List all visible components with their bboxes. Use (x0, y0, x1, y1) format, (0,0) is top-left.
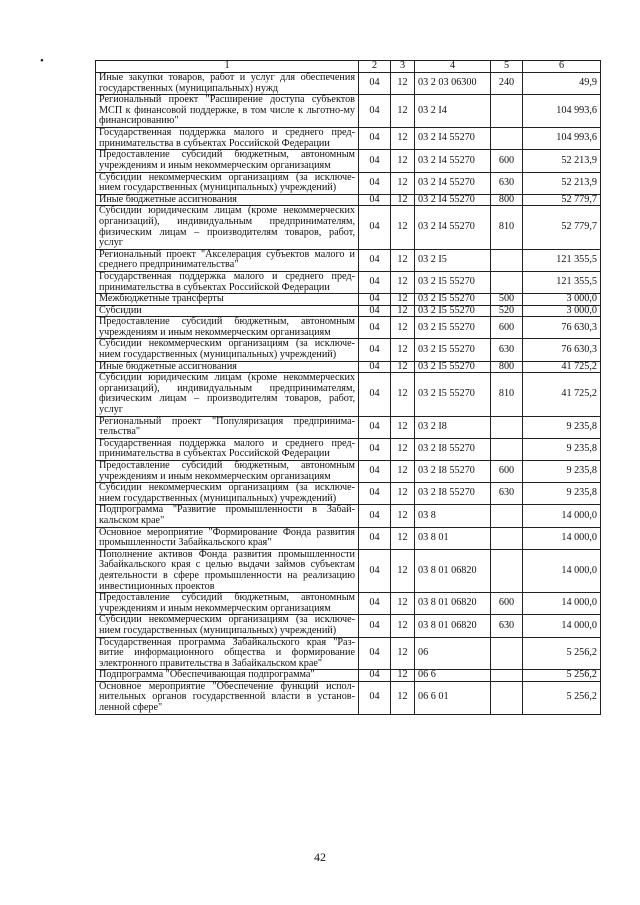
table-row (96, 305, 601, 317)
cell-target-code: 03 2 I5 55270 (415, 361, 491, 373)
cell-expense-type (491, 505, 523, 527)
table-row (96, 681, 601, 714)
cell-name: Подпрограмма "Развитие промышленности в Забай-кальском крае" (96, 505, 359, 527)
cell-expense-type: 600 (491, 150, 523, 172)
cell-target-code: 03 2 I4 55270 (415, 172, 491, 194)
cell-subsection: 12 (391, 95, 415, 128)
cell-amount: 5 256,2 (523, 670, 601, 682)
cell-target-code: 03 8 01 06820 (415, 615, 491, 637)
table-row (96, 637, 601, 670)
cell-section: 04 (359, 294, 391, 306)
cell-target-code: 03 8 01 (415, 527, 491, 549)
cell-subsection: 12 (391, 194, 415, 206)
page-number: 42 (314, 850, 326, 864)
cell-amount: 41 725,2 (523, 373, 601, 416)
cell-name: Межбюджетные трансферты (96, 294, 359, 306)
cell-expense-type (491, 637, 523, 670)
cell-subsection: 12 (391, 249, 415, 271)
cell-amount: 9 235,8 (523, 483, 601, 505)
cell-section: 04 (359, 128, 391, 150)
table-row (96, 483, 601, 505)
cell-section: 04 (359, 615, 391, 637)
table-row (96, 593, 601, 615)
cell-name: Иные бюджетные ассигнования (96, 361, 359, 373)
cell-name: Субсидии некоммерческим организациям (за исключе-нием государственных (муниципальных) учреждений) (96, 339, 359, 361)
cell-name: Субсидии некоммерческим организациям (за исключе-нием государственных (муниципальных) учреждений) (96, 172, 359, 194)
cell-expense-type (491, 249, 523, 271)
cell-expense-type: 240 (491, 73, 523, 95)
cell-expense-type (491, 670, 523, 682)
cell-target-code: 03 2 I8 55270 (415, 461, 491, 483)
table-row (96, 527, 601, 549)
cell-name: Государственная программа Забайкальского края "Раз-витие информационного общества и формирование электронного правительства в Забайкальском крае" (96, 637, 359, 670)
cell-target-code: 03 2 I4 55270 (415, 206, 491, 249)
cell-amount: 5 256,2 (523, 681, 601, 714)
table-row (96, 615, 601, 637)
cell-section: 04 (359, 206, 391, 249)
cell-subsection: 12 (391, 505, 415, 527)
cell-section: 04 (359, 461, 391, 483)
table-row (96, 73, 601, 95)
cell-expense-type: 630 (491, 615, 523, 637)
cell-subsection: 12 (391, 150, 415, 172)
cell-target-code: 06 6 01 (415, 681, 491, 714)
table-row (96, 194, 601, 206)
cell-subsection: 12 (391, 271, 415, 293)
cell-subsection: 12 (391, 637, 415, 670)
cell-section: 04 (359, 249, 391, 271)
cell-section: 04 (359, 150, 391, 172)
cell-target-code: 03 2 I4 55270 (415, 128, 491, 150)
cell-section: 04 (359, 670, 391, 682)
cell-name: Региональный проект "Акселерация субъектов малого и среднего предпринимательства" (96, 249, 359, 271)
table-row (96, 549, 601, 592)
cell-expense-type: 520 (491, 305, 523, 317)
cell-expense-type (491, 271, 523, 293)
cell-amount: 9 235,8 (523, 461, 601, 483)
cell-section: 04 (359, 339, 391, 361)
cell-subsection: 12 (391, 461, 415, 483)
cell-expense-type: 600 (491, 461, 523, 483)
cell-amount: 121 355,5 (523, 271, 601, 293)
cell-section: 04 (359, 505, 391, 527)
cell-subsection: 12 (391, 527, 415, 549)
cell-name: Основное мероприятие "Формирование Фонда развития промышленности Забайкальского края" (96, 527, 359, 549)
cell-amount: 9 235,8 (523, 438, 601, 460)
table-row (96, 271, 601, 293)
cell-expense-type: 630 (491, 483, 523, 505)
cell-name: Предоставление субсидий бюджетным, автономным учреждениям и иным некоммерческим организациям (96, 593, 359, 615)
cell-expense-type: 810 (491, 373, 523, 416)
cell-name: Государственная поддержка малого и среднего пред-принимательства в субъектах Российской Федерации (96, 271, 359, 293)
cell-section: 04 (359, 172, 391, 194)
cell-target-code: 03 2 I4 55270 (415, 150, 491, 172)
cell-target-code: 03 2 I5 55270 (415, 339, 491, 361)
cell-section: 04 (359, 416, 391, 438)
cell-section: 04 (359, 483, 391, 505)
cell-target-code: 03 2 03 06300 (415, 73, 491, 95)
cell-amount: 9 235,8 (523, 416, 601, 438)
cell-amount: 104 993,6 (523, 95, 601, 128)
cell-amount: 52 779,7 (523, 206, 601, 249)
cell-amount: 14 000,0 (523, 615, 601, 637)
cell-expense-type: 500 (491, 294, 523, 306)
cell-target-code: 03 2 I5 55270 (415, 271, 491, 293)
cell-target-code: 06 6 (415, 670, 491, 682)
header-cell: 4 (415, 61, 491, 73)
cell-section: 04 (359, 593, 391, 615)
cell-name: Предоставление субсидий бюджетным, автономным учреждениям и иным некоммерческим организациям (96, 461, 359, 483)
cell-section: 04 (359, 527, 391, 549)
header-cell: 3 (391, 61, 415, 73)
cell-amount: 3 000,0 (523, 294, 601, 306)
cell-subsection: 12 (391, 294, 415, 306)
cell-amount: 52 213,9 (523, 172, 601, 194)
cell-expense-type: 810 (491, 206, 523, 249)
cell-name: Субсидии юридическим лицам (кроме некоммерческих организаций), индивидуальным предпринимателям, физическим лицам – производителям товаров, работ, услуг (96, 206, 359, 249)
cell-target-code: 03 8 01 06820 (415, 593, 491, 615)
cell-expense-type (491, 416, 523, 438)
cell-target-code: 03 8 01 06820 (415, 549, 491, 592)
cell-name: Иные закупки товаров, работ и услуг для обеспечения государственных (муниципальных) нужд (96, 73, 359, 95)
cell-section: 04 (359, 438, 391, 460)
cell-subsection: 12 (391, 361, 415, 373)
cell-name: Пополнение активов Фонда развития промышленности Забайкальского края с целью выдачи займов субъектам деятельности в сфере промышленности на реализацию инвестиционных проектов (96, 549, 359, 592)
cell-target-code: 03 2 I8 55270 (415, 483, 491, 505)
cell-amount: 14 000,0 (523, 593, 601, 615)
cell-expense-type: 800 (491, 361, 523, 373)
table-row (96, 461, 601, 483)
cell-section: 04 (359, 194, 391, 206)
cell-expense-type: 800 (491, 194, 523, 206)
cell-subsection: 12 (391, 172, 415, 194)
cell-name: Основное мероприятие "Обеспечение функций испол-нительных органов государственной власти в установ-ленной сфере" (96, 681, 359, 714)
cell-section: 04 (359, 373, 391, 416)
cell-section: 04 (359, 637, 391, 670)
cell-target-code: 03 2 I5 55270 (415, 373, 491, 416)
cell-amount: 52 779,7 (523, 194, 601, 206)
header-cell: 6 (523, 61, 601, 73)
cell-expense-type (491, 95, 523, 128)
budget-table (95, 60, 601, 715)
cell-target-code: 03 2 I5 55270 (415, 294, 491, 306)
cell-name: Государственная поддержка малого и среднего пред-принимательства в субъектах Российской Федерации (96, 438, 359, 460)
cell-section: 04 (359, 361, 391, 373)
cell-amount: 41 725,2 (523, 361, 601, 373)
cell-subsection: 12 (391, 206, 415, 249)
cell-subsection: 12 (391, 339, 415, 361)
cell-section: 04 (359, 681, 391, 714)
cell-target-code: 03 2 I5 55270 (415, 317, 491, 339)
cell-subsection: 12 (391, 73, 415, 95)
cell-target-code: 03 8 (415, 505, 491, 527)
cell-subsection: 12 (391, 305, 415, 317)
cell-subsection: 12 (391, 128, 415, 150)
cell-expense-type (491, 527, 523, 549)
cell-expense-type (491, 549, 523, 592)
cell-name: Предоставление субсидий бюджетным, автономным учреждениям и иным некоммерческим организациям (96, 317, 359, 339)
cell-section: 04 (359, 317, 391, 339)
cell-section: 04 (359, 95, 391, 128)
cell-name: Региональный проект "Популяризация предпринима-тельства" (96, 416, 359, 438)
cell-amount: 14 000,0 (523, 527, 601, 549)
cell-target-code: 03 2 I8 55270 (415, 438, 491, 460)
cell-subsection: 12 (391, 593, 415, 615)
cell-name: Подпрограмма "Обеспечивающая подпрограмма" (96, 670, 359, 682)
table-row (96, 361, 601, 373)
table-row (96, 294, 601, 306)
table-row (96, 438, 601, 460)
cell-name: Субсидии некоммерческим организациям (за исключе-нием государственных (муниципальных) учреждений) (96, 483, 359, 505)
cell-amount: 14 000,0 (523, 505, 601, 527)
table-row (96, 95, 601, 128)
cell-subsection: 12 (391, 373, 415, 416)
cell-target-code: 03 2 I5 55270 (415, 305, 491, 317)
cell-subsection: 12 (391, 615, 415, 637)
table-row (96, 249, 601, 271)
cell-expense-type (491, 438, 523, 460)
cell-name: Предоставление субсидий бюджетным, автономным учреждениям и иным некоммерческим организациям (96, 150, 359, 172)
cell-subsection: 12 (391, 681, 415, 714)
header-cell: 5 (491, 61, 523, 73)
cell-amount: 49,9 (523, 73, 601, 95)
cell-target-code: 03 2 I8 (415, 416, 491, 438)
cell-amount: 5 256,2 (523, 637, 601, 670)
table-row (96, 416, 601, 438)
cell-name: Региональный проект "Расширение доступа субъектов МСП к финансовой поддержке, в том числе к льготно-му финансированию" (96, 95, 359, 128)
cell-section: 04 (359, 271, 391, 293)
cell-expense-type (491, 681, 523, 714)
cell-amount: 121 355,5 (523, 249, 601, 271)
table-row (96, 206, 601, 249)
table-row (96, 339, 601, 361)
cell-subsection: 12 (391, 317, 415, 339)
cell-section: 04 (359, 549, 391, 592)
cell-subsection: 12 (391, 416, 415, 438)
header-cell: 1 (96, 61, 359, 73)
table-row (96, 505, 601, 527)
cell-subsection: 12 (391, 670, 415, 682)
table-row (96, 128, 601, 150)
margin-mark: • (40, 55, 44, 67)
cell-target-code: 03 2 I4 (415, 95, 491, 128)
cell-target-code: 06 (415, 637, 491, 670)
cell-amount: 76 630,3 (523, 317, 601, 339)
table-row (96, 150, 601, 172)
cell-expense-type: 600 (491, 317, 523, 339)
cell-name: Государственная поддержка малого и среднего пред-принимательства в субъектах Российской Федерации (96, 128, 359, 150)
cell-expense-type: 630 (491, 339, 523, 361)
table-header-row (96, 61, 601, 73)
header-cell: 2 (359, 61, 391, 73)
table-row (96, 317, 601, 339)
cell-subsection: 12 (391, 483, 415, 505)
cell-amount: 52 213,9 (523, 150, 601, 172)
table-row (96, 670, 601, 682)
cell-target-code: 03 2 I5 (415, 249, 491, 271)
cell-name: Иные бюджетные ассигнования (96, 194, 359, 206)
cell-amount: 76 630,3 (523, 339, 601, 361)
cell-section: 04 (359, 73, 391, 95)
cell-expense-type: 630 (491, 172, 523, 194)
cell-amount: 3 000,0 (523, 305, 601, 317)
cell-subsection: 12 (391, 438, 415, 460)
cell-target-code: 03 2 I4 55270 (415, 194, 491, 206)
cell-amount: 14 000,0 (523, 549, 601, 592)
cell-expense-type: 600 (491, 593, 523, 615)
cell-subsection: 12 (391, 549, 415, 592)
cell-name: Субсидии (96, 305, 359, 317)
table-row (96, 373, 601, 416)
cell-name: Субсидии некоммерческим организациям (за исключе-нием государственных (муниципальных) учреждений) (96, 615, 359, 637)
table-row (96, 172, 601, 194)
cell-expense-type (491, 128, 523, 150)
cell-amount: 104 993,6 (523, 128, 601, 150)
cell-section: 04 (359, 305, 391, 317)
cell-name: Субсидии юридическим лицам (кроме некоммерческих организаций), индивидуальным предпринимателям, физическим лицам – производителям товаров, работ, услуг (96, 373, 359, 416)
